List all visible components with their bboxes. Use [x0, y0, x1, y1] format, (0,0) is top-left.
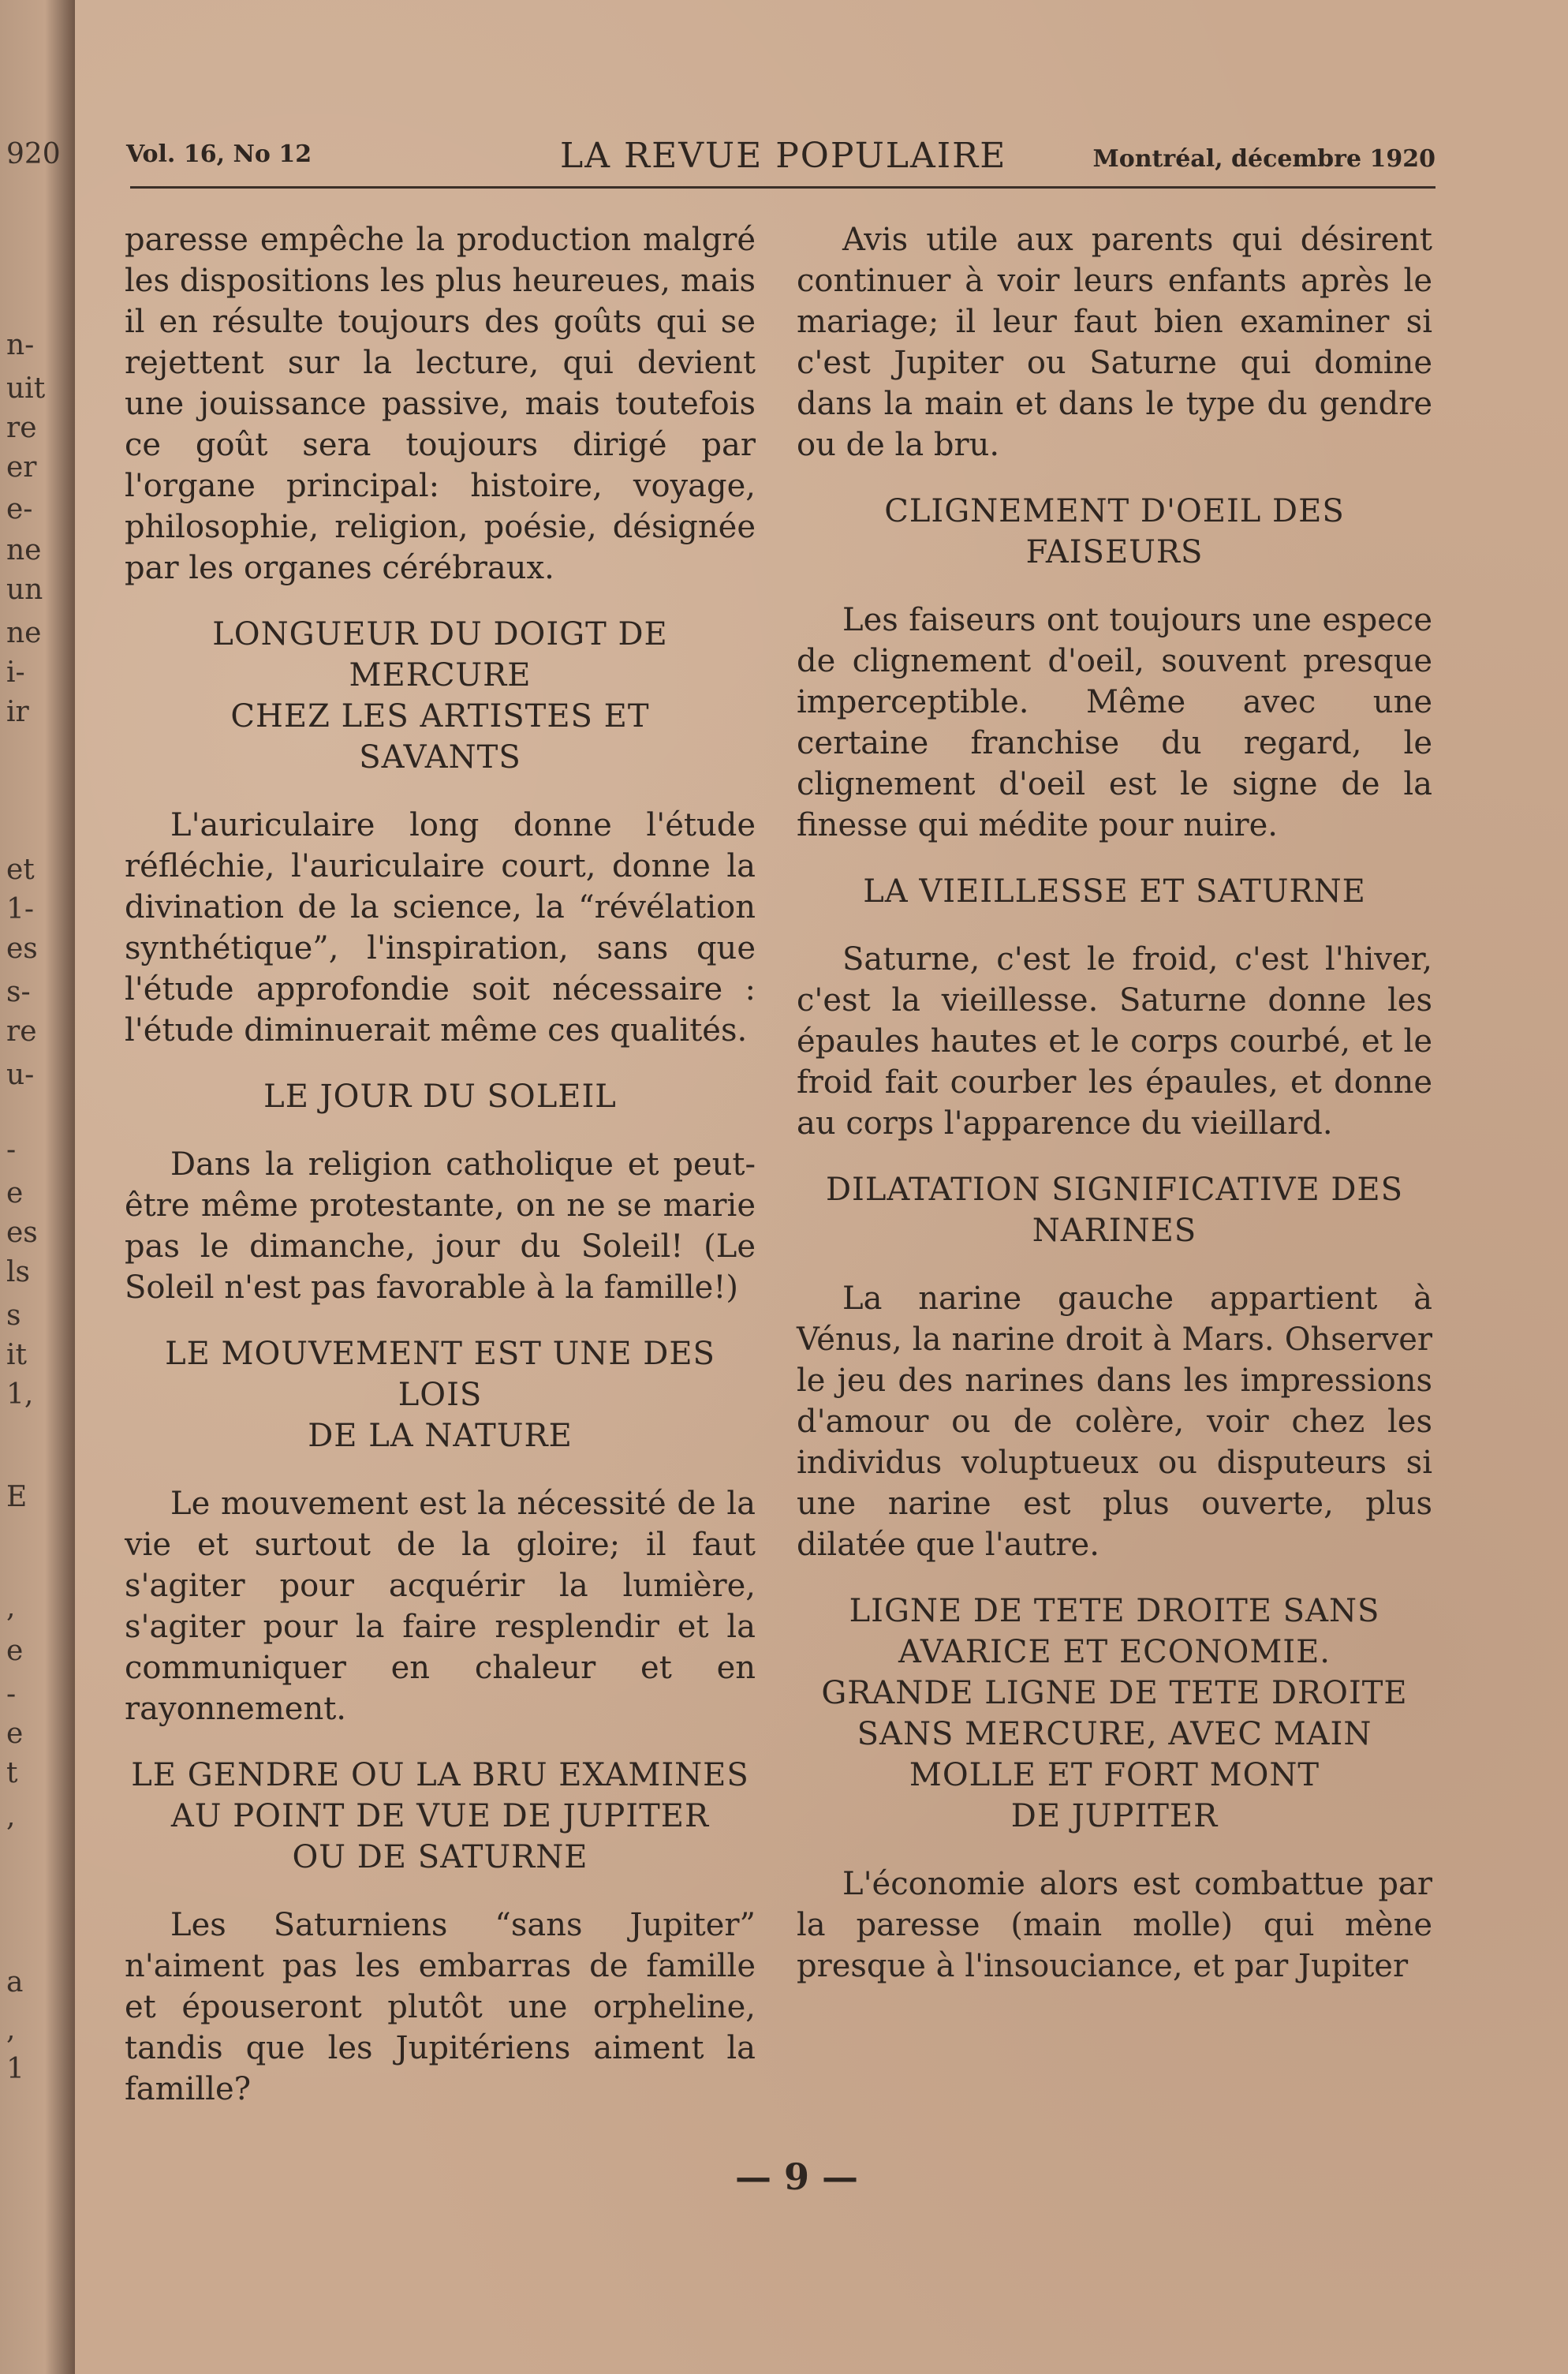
section-heading: LE MOUVEMENT EST UNE DES LOIS DE LA NATURE: [165, 1336, 715, 1454]
previous-page-fragment: s: [6, 1299, 21, 1332]
previous-page-fragment: e: [6, 1718, 24, 1750]
previous-page-fragment: es: [6, 1217, 38, 1249]
section-body: Saturne, c'est le froid, c'est l'hiver, c'est la vieillesse. Saturne donne les épaules hautes et le corps courbé, et le froid fait courber les épaules, et donne au corps l'apparence du vieillard.: [797, 941, 1432, 1142]
previous-page-fragment: ,: [6, 1800, 16, 1833]
previous-page-fragment: 920: [6, 138, 61, 170]
previous-page-fragment: ne: [6, 534, 42, 566]
right-column: [797, 219, 1432, 1987]
previous-page-fragment: 1: [6, 2053, 24, 2085]
previous-page-fragment: un: [6, 574, 43, 606]
header-rule: [130, 186, 1435, 189]
previous-page-fragment: ne: [6, 617, 42, 649]
publication-title: LA REVUE POPULAIRE: [560, 136, 1007, 176]
previous-page-edge: [0, 0, 63, 2374]
previous-page-fragment: e-: [6, 493, 33, 525]
previous-page-fragment: e: [6, 1177, 24, 1209]
previous-page-fragment: er: [6, 451, 37, 484]
previous-page-fragment: es: [6, 933, 38, 965]
previous-page-fragment: ,: [6, 2013, 16, 2046]
section-heading: LA VIEILLESSE ET SATURNE: [863, 873, 1366, 910]
previous-page-fragment: ir: [6, 696, 29, 728]
previous-page-fragment: a: [6, 1966, 24, 1998]
section-heading: CLIGNEMENT D'OEIL DES FAISEURS: [884, 493, 1345, 570]
section-body: Les Saturniens “sans Jupiter” n'aiment pas les embarras de famille et épouseront plutôt une orpheline, tandis que les Jupitériens aiment la famille?: [125, 1907, 756, 2107]
volume-number: Vol. 16, No 12: [126, 140, 312, 168]
section-body: Les faiseurs ont toujours une espece de clignement d'oeil, souvent presque imperceptible. Même avec une certaine franchise du regard, le clignement d'oeil est le signe de la finesse qui médite pour nuire.: [797, 602, 1432, 843]
previous-page-fragment: et: [6, 854, 35, 886]
section-heading: LIGNE DE TETE DROITE SANS AVARICE ET ECONOMIE. GRANDE LIGNE DE TETE DROITE SANS MERCURE, AVEC MAIN MOLLE ET FORT MONT DE JUPITER: [821, 1593, 1408, 1834]
section-body: L'économie alors est combattue par la paresse (main molle) qui mène presque à l'insouciance, et par Jupiter: [797, 1866, 1432, 1984]
previous-page-fragment: ls: [6, 1256, 30, 1288]
previous-page-fragment: ,: [6, 1591, 16, 1624]
previous-page-fragment: uit: [6, 372, 46, 405]
previous-page-fragment: 1,: [6, 1378, 34, 1411]
previous-page-fragment: s-: [6, 976, 31, 1008]
previous-page-fragment: it: [6, 1339, 27, 1371]
previous-page-fragment: n-: [6, 329, 35, 361]
issue-date: Montréal, décembre 1920: [1092, 145, 1435, 173]
previous-page-fragment: re: [6, 412, 37, 444]
previous-page-fragment: i-: [6, 656, 25, 689]
previous-page-fragment: e: [6, 1635, 24, 1667]
section-heading: LONGUEUR DU DOIGT DE MERCURE CHEZ LES ARTISTES ET SAVANTS: [212, 616, 668, 776]
section-body: La narine gauche appartient à Vénus, la narine droit à Mars. Ohserver le jeu des narines dans les impressions d'amour ou de colère, voir chez les individus voluptueux ou disputeurs si une narine est plus ouverte, plus dilatée que l'autre.: [797, 1280, 1432, 1563]
section-body: Le mouvement est la nécessité de la vie et surtout de la gloire; il faut s'agiter pour acquérir la lumière, s'agiter pour la faire resplendir et la communiquer en chaleur et en rayonnement.: [125, 1486, 756, 1727]
section-heading: LE GENDRE OU LA BRU EXAMINES AU POINT DE VUE DE JUPITER OU DE SATURNE: [131, 1757, 749, 1875]
previous-page-fragment: -: [6, 1134, 17, 1166]
previous-page-fragment: u-: [6, 1059, 35, 1091]
section-heading: DILATATION SIGNIFICATIVE DES NARINES: [825, 1172, 1404, 1249]
previous-page-fragment: E: [6, 1481, 28, 1513]
section-body: L'auriculaire long donne l'étude réfléchie, l'auriculaire court, donne la divination de la science, la “révélation synthétique”, l'inspiration, sans que l'étude approfondie soit nécessaire : l'étude diminuerait même ces qualités.: [125, 807, 756, 1049]
previous-page-fragment: re: [6, 1015, 37, 1048]
previous-page-fragment: 1-: [6, 893, 35, 925]
previous-page-fragment: t: [6, 1757, 18, 1789]
continued-paragraph: paresse empêche la production malgré les dispositions les plus heureues, mais il en résulte toujours des goûts qui se rejettent sur la lecture, qui devient une jouissance passive, mais toutefois ce goût sera toujours dirigé par l'organe principal: histoire, voyage, philosophie, religion, poésie, désignée par les organes cérébraux.: [125, 222, 756, 586]
left-column: [125, 219, 756, 2110]
section-heading: LE JOUR DU SOLEIL: [263, 1079, 617, 1115]
previous-page-fragment: -: [6, 1678, 17, 1710]
section-body: Dans la religion catholique et peut-être même protestante, on ne se marie pas le dimanche, jour du Soleil! (Le Soleil n'est pas favorable à la famille!): [125, 1146, 756, 1306]
page-number: — 9 —: [734, 2155, 859, 2198]
continued-paragraph: Avis utile aux parents qui désirent continuer à voir leurs enfants après le mariage; il leur faut bien examiner si c'est Jupiter ou Saturne qui domine dans la main et dans le type du gendre ou de la bru.: [797, 222, 1432, 463]
